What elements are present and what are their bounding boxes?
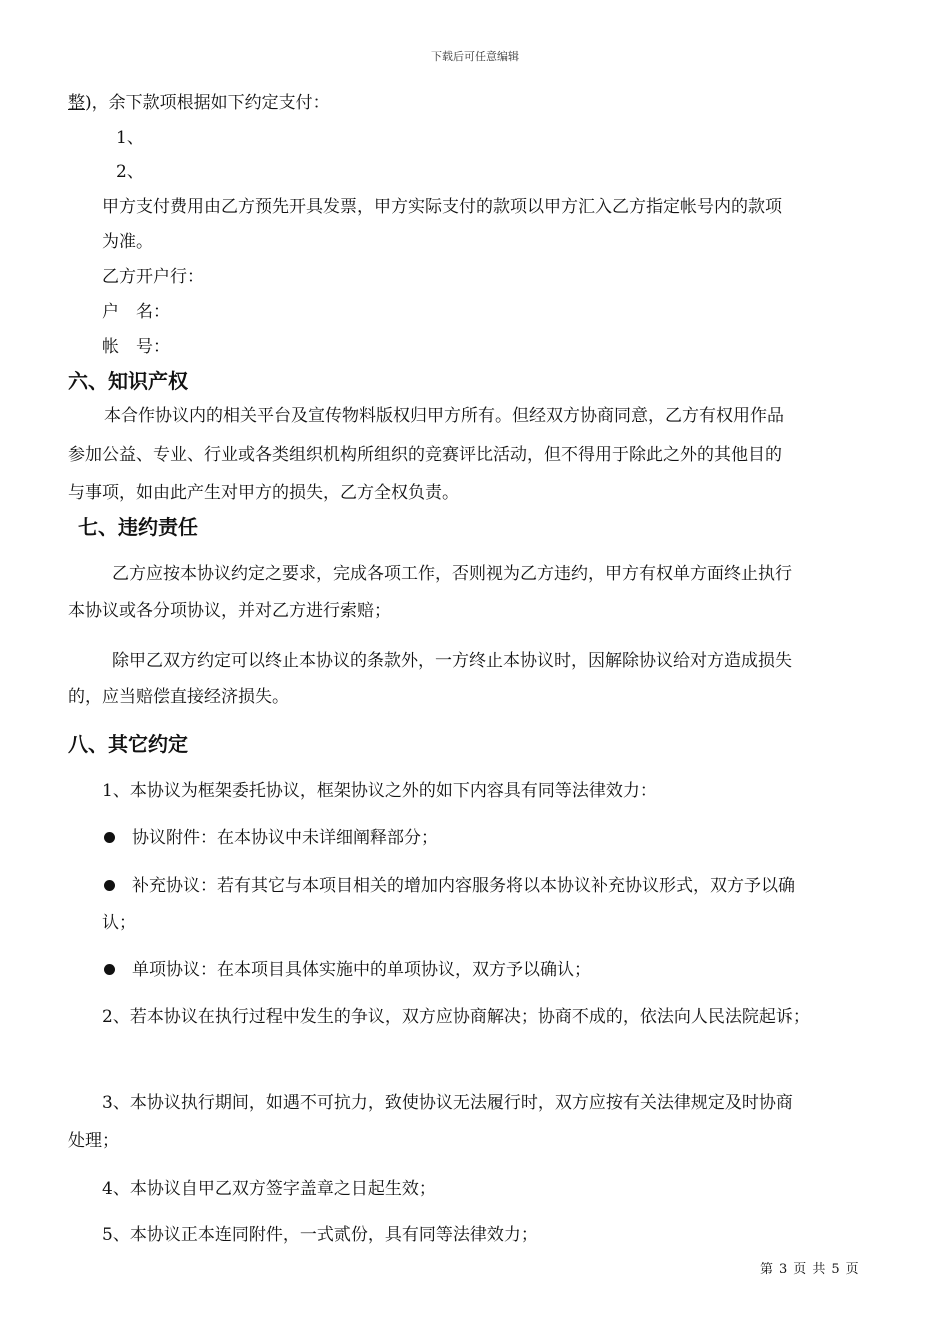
footer-di: 第 <box>760 1262 774 1277</box>
payment-item-2: 2、 <box>116 162 144 182</box>
bank-label: 乙方开户行： <box>102 267 204 287</box>
section-6-line-2: 参加公益、专业、行业或各类组织机构所组织的竞赛评比活动，但不得用于除此之外的其他目的 <box>68 445 782 465</box>
section-8-item-1: 1、本协议为框架委托协议，框架协议之外的如下内容具有同等法律效力： <box>102 781 657 801</box>
section-7-p1-line-2: 本协议或各分项协议，并对乙方进行索赔； <box>68 601 391 621</box>
section-8-heading: 八、其它约定 <box>68 732 188 756</box>
footer-gong: 共 <box>812 1262 826 1277</box>
payment-item-1: 1、 <box>116 128 144 148</box>
section-7-p2-line-2: 的，应当赔偿直接经济损失。 <box>68 687 289 707</box>
invoice-paragraph-line-2: 为准。 <box>102 232 153 252</box>
footer-ye: 页 <box>845 1262 859 1277</box>
section-8-item-2: 2、若本协议在执行过程中发生的争议，双方应协商解决；协商不成的，依法向人民法院起诉； <box>102 1007 810 1027</box>
section-8-item-4: 4、本协议自甲乙双方签字盖章之日起生效； <box>102 1179 436 1199</box>
section-8-item-5: 5、本协议正本连同附件，一式贰份，具有同等法律效力； <box>102 1225 538 1245</box>
section-7-p2-line-1: 除甲乙双方约定可以终止本协议的条款外，一方终止本协议时，因解除协议给对方造成损失 <box>112 651 792 671</box>
bullet-item-supplement-line-1: 补充协议：若有其它与本项目相关的增加内容服务将以本协议补充协议形式，双方予以确 <box>132 876 795 896</box>
section-8-item-3-line-2: 处理； <box>68 1131 119 1151</box>
page-number-footer <box>760 1258 865 1277</box>
bullet-item-attachment: 协议附件：在本协议中未详细阐释部分； <box>132 828 438 848</box>
account-name-label: 户 名： <box>102 302 170 322</box>
invoice-paragraph-line-1: 甲方支付费用由乙方预先开具发票，甲方实际支付的款项以甲方汇入乙方指定帐号内的款项 <box>102 197 782 217</box>
bullet-item-single: 单项协议：在本项目具体实施中的单项协议，双方予以确认； <box>132 960 591 980</box>
section-6-heading: 六、知识产权 <box>68 369 188 393</box>
section-7-p1-line-1: 乙方应按本协议约定之要求，完成各项工作，否则视为乙方违约，甲方有权单方面终止执行 <box>112 564 792 584</box>
bullet-icon <box>104 964 115 975</box>
section-8-item-3-line-1: 3、本协议执行期间，如遇不可抗力，致使协议无法履行时，双方应按有关法律规定及时协商 <box>102 1093 793 1113</box>
section-6-line-3: 与事项，如由此产生对甲方的损失，乙方全权负责。 <box>68 483 459 503</box>
bullet-icon <box>104 880 115 891</box>
footer-ye: 页 <box>793 1262 807 1277</box>
section-7-heading: 七、违约责任 <box>78 515 198 539</box>
account-number-label: 帐 号： <box>102 337 170 357</box>
continuation-text: )，余下款项根据如下约定支付： <box>85 93 330 113</box>
underlined-char: 整 <box>68 93 85 113</box>
total-pages: 5 <box>831 1262 840 1277</box>
page-header: 下载后可任意编辑 <box>431 50 519 63</box>
current-page: 3 <box>779 1262 788 1277</box>
bullet-icon <box>104 832 115 843</box>
continuation-line <box>68 92 330 114</box>
bullet-item-supplement-line-2: 认； <box>102 913 136 933</box>
section-6-line-1: 本合作协议内的相关平台及宣传物料版权归甲方所有。但经双方协商同意，乙方有权用作品 <box>104 406 784 426</box>
